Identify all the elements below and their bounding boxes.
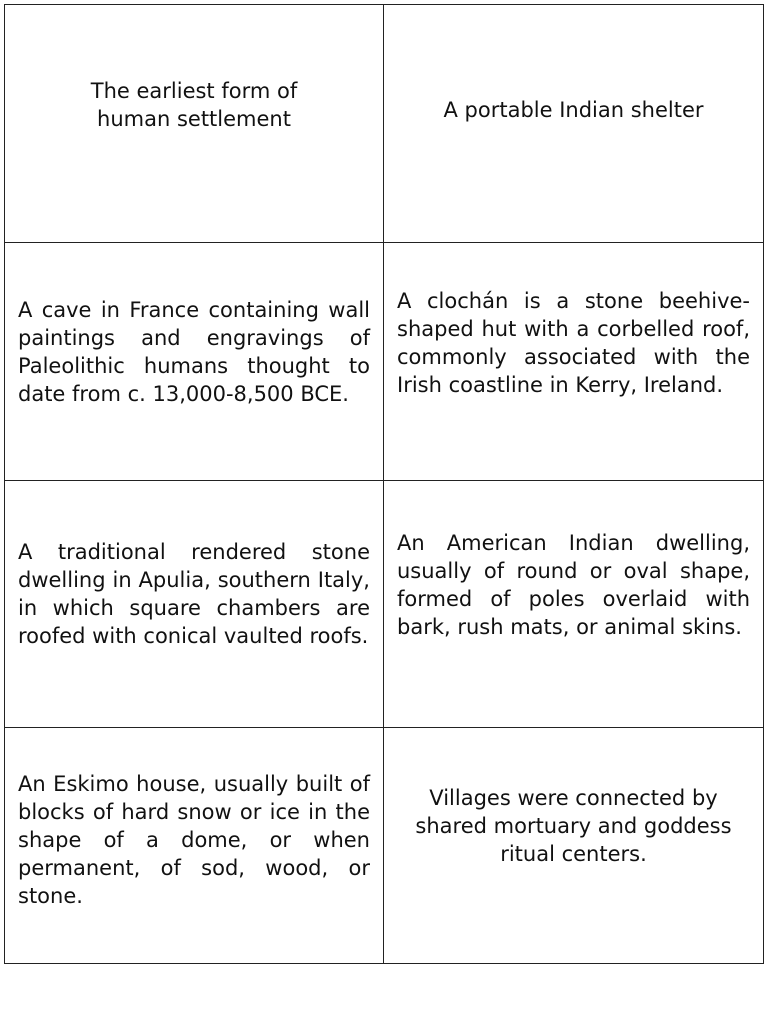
card-row-3 bbox=[5, 481, 764, 728]
card-text: An American Indian dwelling, usually of round or oval shape, formed of poles overlaid with bark, rush mats, or animal skins. bbox=[397, 531, 750, 639]
card-cave-france bbox=[5, 243, 384, 481]
card-text: A cave in France containing wall paintings and engravings of Paleolithic humans thought to date from c. 13,000-8,500 BCE. bbox=[18, 297, 370, 406]
card-text: A traditional rendered stone dwelling in Apulia, southern Italy, in which square chambers are roofed with conical vaulted roofs. bbox=[18, 540, 370, 648]
card-text: An Eskimo house, usually built of blocks of hard snow or ice in the shape of a dome, or when permanent, of sod, wood, or stone. bbox=[18, 771, 370, 908]
card-text: Villages were connected by shared mortuary and goddess ritual centers. bbox=[415, 785, 732, 866]
card-eskimo-house bbox=[5, 728, 384, 964]
card-american-indian-dwelling bbox=[384, 481, 764, 728]
card-portable-shelter bbox=[384, 5, 764, 243]
card-text: A clochán is a stone beehive-shaped hut with a corbelled roof, commonly associated with the Irish coastline in Kerry, Ireland. bbox=[397, 288, 750, 397]
card-villages bbox=[384, 728, 764, 964]
card-earliest-settlement bbox=[5, 5, 384, 243]
card-row-1 bbox=[5, 5, 764, 243]
flashcard-grid bbox=[4, 4, 764, 964]
card-row-4 bbox=[5, 728, 764, 964]
card-clochan bbox=[384, 243, 764, 481]
card-apulia-dwelling bbox=[5, 481, 384, 728]
card-text: A portable Indian shelter bbox=[443, 97, 704, 122]
card-text: The earliest form of human settlement bbox=[90, 78, 298, 131]
card-row-2 bbox=[5, 243, 764, 481]
